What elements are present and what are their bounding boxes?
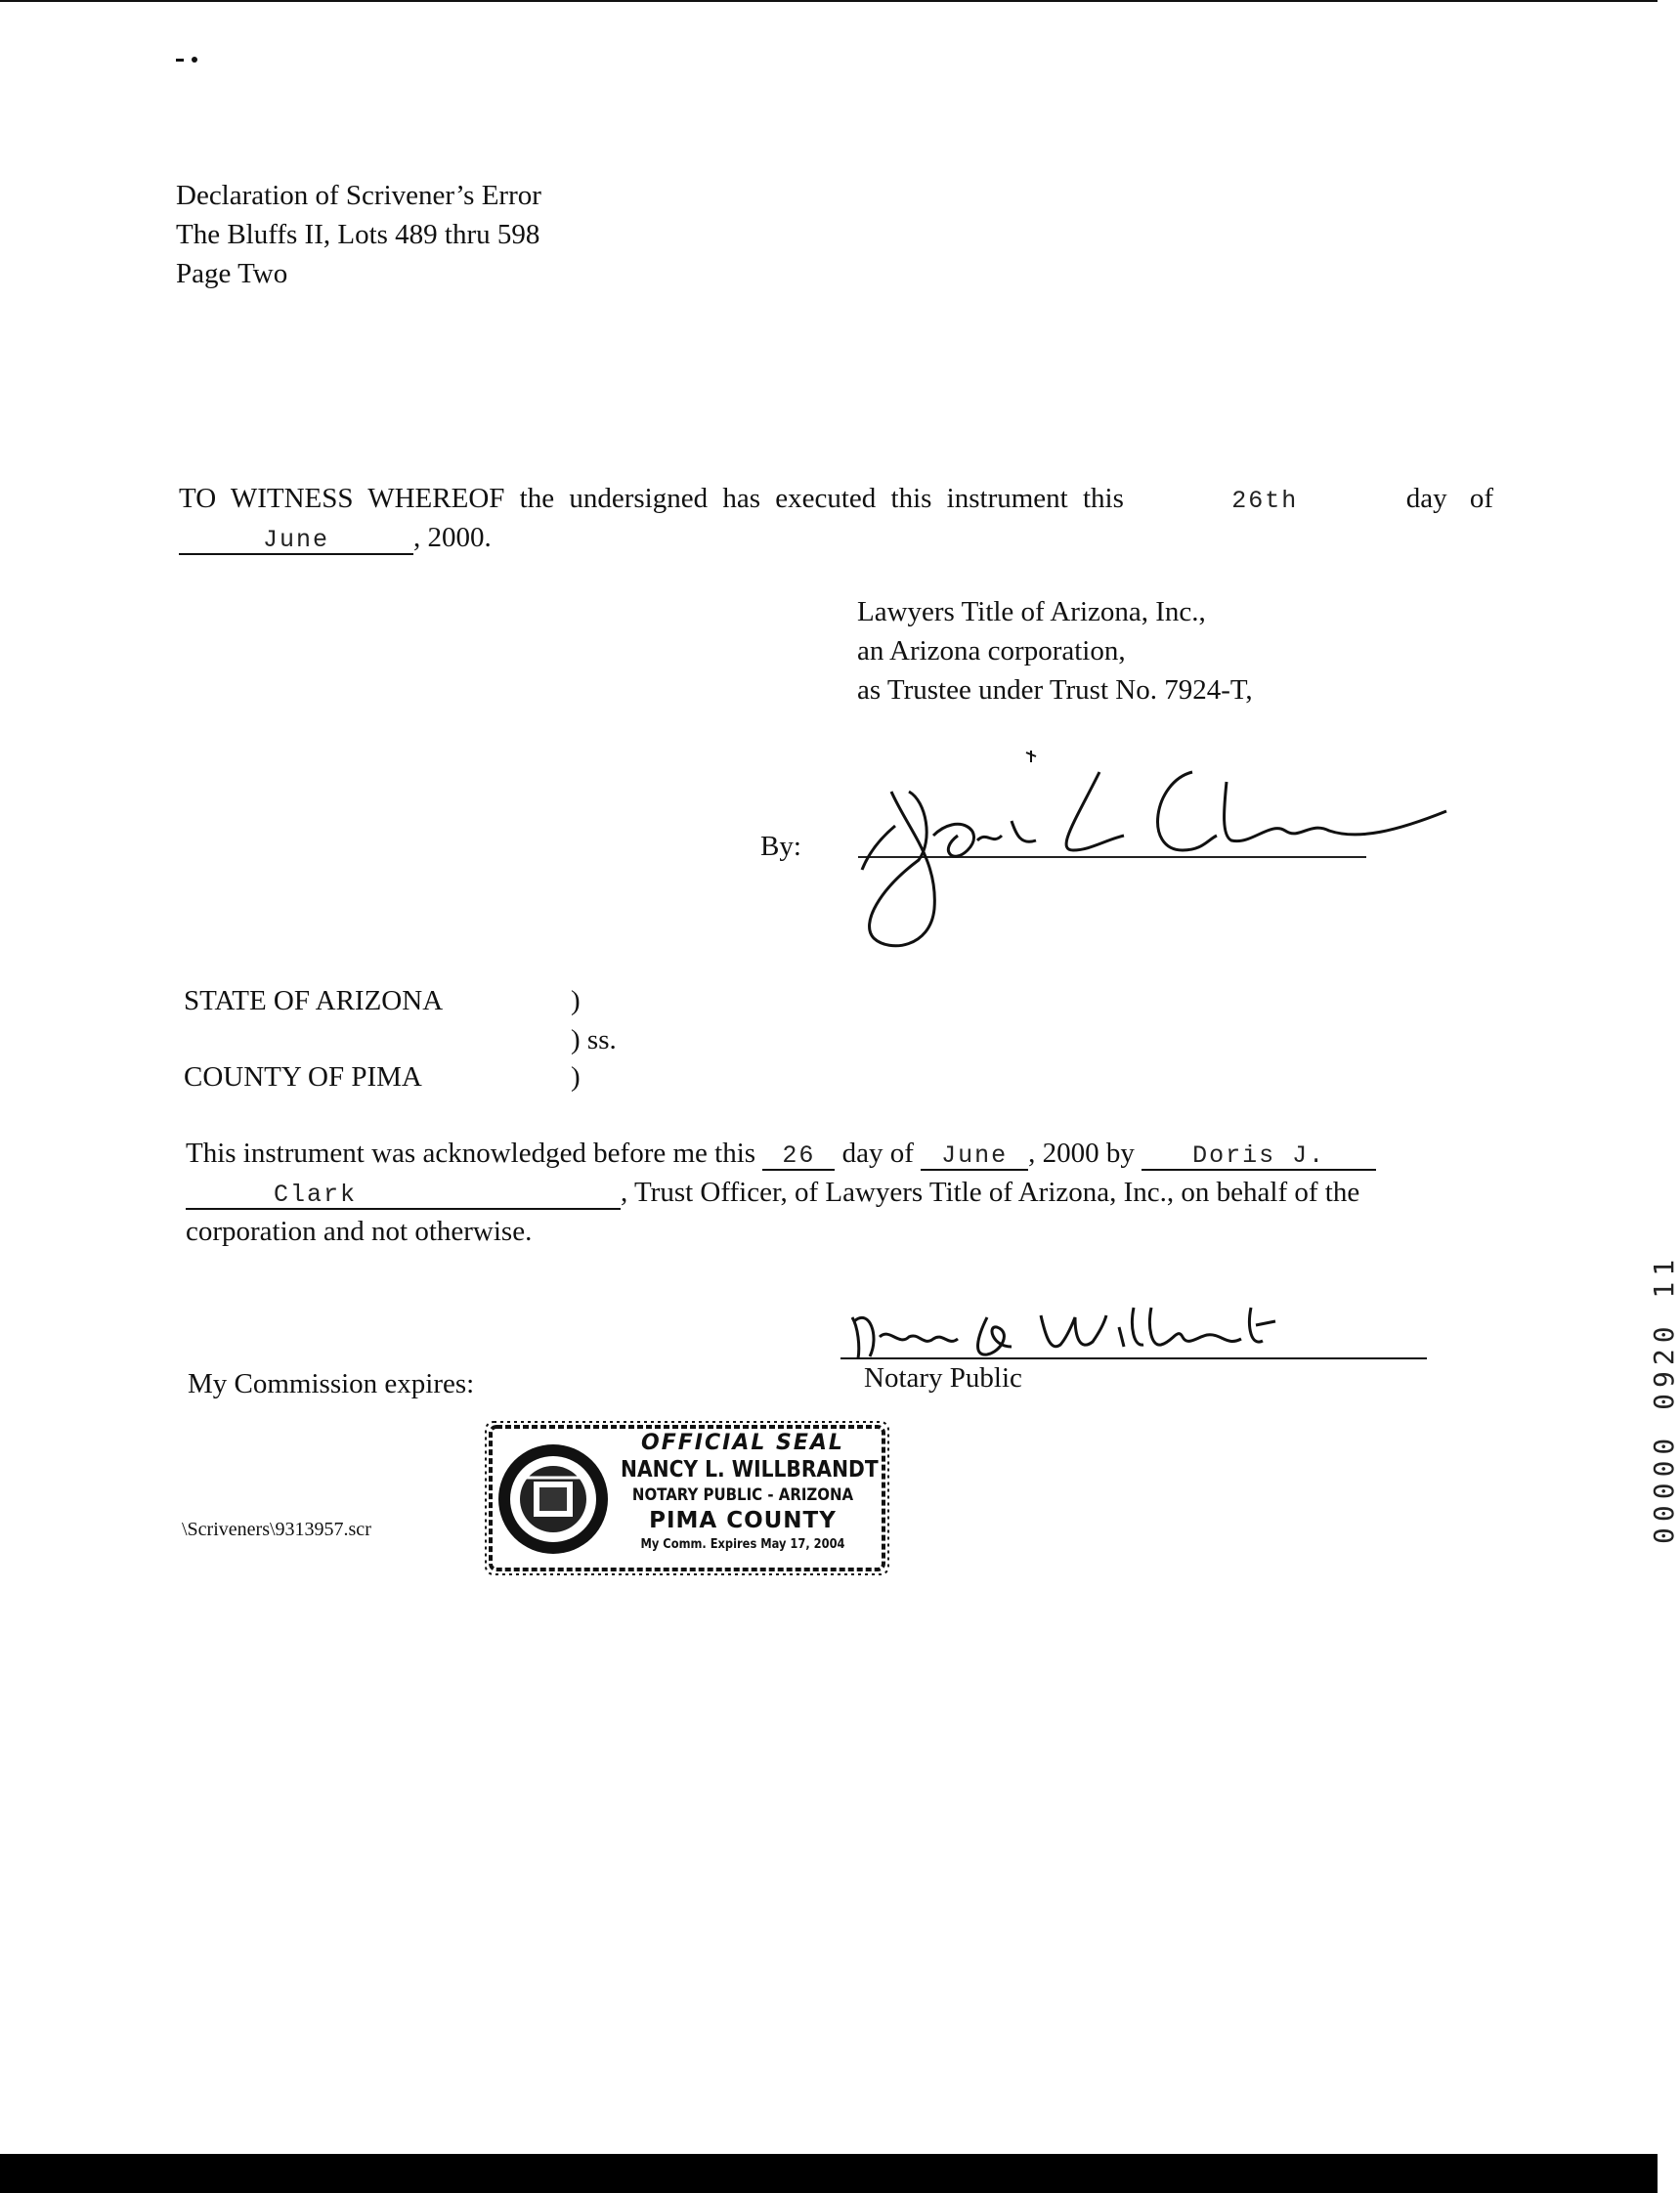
venue-county: COUNTY OF PIMA (184, 1061, 422, 1093)
seal-notary-name: NANCY L. WILLBRANDT (621, 1457, 879, 1483)
seal-title: OFFICIAL SEAL (641, 1431, 844, 1455)
ack-text-2: , Trust Officer, of Lawyers Title of Arizona, Inc., on behalf of the (621, 1177, 1360, 1208)
trustee-corporation: an Arizona corporation, (857, 635, 1126, 666)
seal-text (604, 1431, 882, 1556)
ack-name-first: Doris J. (1192, 1141, 1326, 1170)
witness-year: , 2000. (413, 522, 492, 553)
ack-text-3: corporation and not otherwise. (186, 1216, 533, 1247)
signer-signature-drawing (840, 743, 1466, 968)
ack-name-first-blank (1142, 1140, 1376, 1171)
notary-signature-drawing (840, 1298, 1446, 1366)
ack-line-2 (186, 1173, 1500, 1212)
witness-line-2 (179, 518, 1493, 557)
signer-signature (840, 743, 1466, 968)
trustee-company: Lawyers Title of Arizona, Inc., (857, 596, 1206, 627)
witness-day-of: day of (1405, 483, 1493, 514)
witness-month-blank (179, 525, 413, 555)
ack-day-of: day of (841, 1138, 914, 1169)
venue-paren-2: ) (571, 1061, 581, 1093)
venue-state: STATE OF ARIZONA (184, 985, 444, 1016)
venue-state-row (184, 981, 633, 1020)
notary-title: Notary Public (864, 1362, 1022, 1394)
venue-block (184, 981, 633, 1096)
ack-day-blank (762, 1140, 835, 1171)
ack-month-value: June (941, 1141, 1009, 1170)
venue-paren-1: ) (571, 985, 581, 1016)
ack-name-last-blank (186, 1180, 621, 1210)
acknowledgment-clause (186, 1134, 1500, 1251)
ack-month-blank (921, 1140, 1028, 1171)
witness-clause (179, 479, 1493, 557)
ack-line-1 (186, 1134, 1500, 1173)
venue-ss-row (184, 1020, 633, 1057)
witness-line-1 (179, 479, 1493, 518)
notary-signature (840, 1298, 1446, 1366)
scan-speck (192, 57, 197, 63)
witness-text: TO WITNESS WHEREOF the undersigned has executed this instrument this (179, 483, 1124, 514)
header-subject: The Bluffs II, Lots 489 thru 598 (176, 219, 540, 250)
ack-name-last: Clark (274, 1181, 358, 1209)
venue-county-row (184, 1057, 633, 1096)
header-title: Declaration of Scrivener’s Error (176, 180, 541, 211)
by-label: By: (760, 831, 801, 862)
seal-expiration: My Comm. Expires May 17, 2004 (640, 1537, 845, 1552)
ack-text-1: This instrument was acknowledged before me this (186, 1138, 756, 1169)
commission-label: My Commission expires: (188, 1368, 475, 1399)
witness-day-value: 26th (1231, 487, 1299, 515)
trustee-block (857, 592, 1253, 710)
ack-day-value: 26 (782, 1141, 816, 1170)
scan-bottom-band (0, 2154, 1658, 2193)
recording-number: 00000 0920 11 (1648, 1253, 1680, 1544)
seal-county: PIMA COUNTY (649, 1508, 837, 1533)
header-page-label: Page Two (176, 258, 288, 289)
seal-notary-state: NOTARY PUBLIC - ARIZONA (631, 1485, 854, 1505)
document-header (176, 176, 541, 293)
witness-month-value: June (262, 526, 329, 554)
trustee-trust-number: as Trustee under Trust No. 7924-T, (857, 674, 1253, 706)
scan-speck (176, 59, 184, 62)
file-path: \Scriveners\9313957.scr (182, 1519, 371, 1540)
venue-ss: ) ss. (571, 1024, 617, 1055)
page-top-edge (0, 0, 1658, 2)
witness-day-blank (1221, 486, 1309, 514)
official-seal-stamp (483, 1419, 891, 1577)
ack-year-by: , 2000 by (1028, 1138, 1135, 1169)
